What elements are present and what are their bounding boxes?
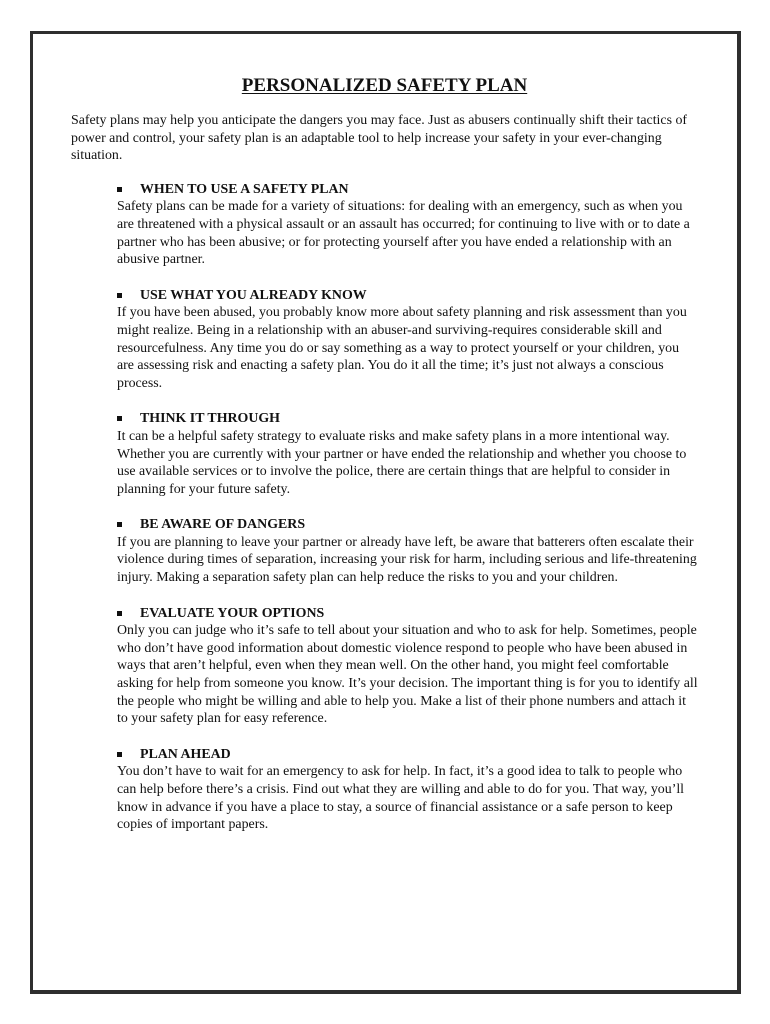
section-body: Safety plans can be made for a variety of situations: for dealing with an emergency, such as when you are threatened with a physical assault or an assault has occurred; for continuing to live with or to date a partner who has been abusive; or for protecting yourself after you have ended a relationship with an abusive partner. [117, 199, 690, 268]
section-body: You don’t have to wait for an emergency to ask for help. In fact, it’s a good idea to talk to people who can help before there’s a crisis. Find out what they are willing and able to do for you. That way, you’ll know in advance if you have a place to stay, a source of financial assistance or a safe person to keep copies of important papers. [117, 764, 685, 833]
section-heading-text: BE AWARE OF DANGERS [140, 517, 306, 533]
section-heading-text: THINK IT THROUGH [140, 411, 280, 427]
square-bullet-icon [117, 416, 122, 421]
square-bullet-icon [117, 293, 122, 298]
section-body: It can be a helpful safety strategy to evaluate risks and make safety plans in a more intentional way. Whether you are currently with your partner or have ended the relationship and whether you choose to use available services or to involve the police, there are certain things that are helpful to consider in planning for your future safety. [117, 428, 687, 497]
document-body [71, 74, 698, 852]
document-title: PERSONALIZED SAFETY PLAN [241, 75, 528, 96]
square-bullet-icon [117, 187, 122, 192]
section-when-to-use [71, 181, 698, 269]
section-heading-text: EVALUATE YOUR OPTIONS [140, 605, 325, 621]
section-heading [71, 410, 698, 428]
section-be-aware [71, 516, 698, 586]
square-bullet-icon [117, 752, 122, 757]
section-heading [71, 605, 698, 623]
section-heading [71, 287, 698, 305]
section-heading [71, 516, 698, 534]
section-think-it-through [71, 410, 698, 498]
section-plan-ahead [71, 746, 698, 834]
square-bullet-icon [117, 522, 122, 527]
section-heading-text: WHEN TO USE A SAFETY PLAN [140, 181, 349, 197]
section-heading-text: PLAN AHEAD [140, 746, 231, 762]
intro-paragraph: Safety plans may help you anticipate the dangers you may face. Just as abusers continually shift their tactics of power and control, your safety plan is an adaptable tool to help increase your safety in your ever-changing situation. [71, 113, 688, 164]
section-heading [71, 181, 698, 199]
square-bullet-icon [117, 611, 122, 616]
section-heading-text: USE WHAT YOU ALREADY KNOW [140, 287, 367, 303]
section-heading [71, 746, 698, 764]
section-body: If you have been abused, you probably know more about safety planning and risk assessment than you might realize. Being in a relationship with an abuser-and surviving-requires considerable skill and resourcefulness. Any time you do or say something as a way to protect yourself or your children, you are assessing risk and enacting a safety plan. You do it all the time; it’s just not always a conscious process. [117, 305, 687, 391]
section-evaluate-options [71, 605, 698, 728]
section-body: Only you can judge who it’s safe to tell about your situation and who to ask for help. Sometimes, people who don’t have good information about domestic violence respond to people who have been abused in ways that aren’t helpful, even when they mean well. On the other hand, you might feel comfortable asking for help from someone you know. It’s your decision. The important thing is for you to identify all the people who might be willing and able to help you. Make a list of their phone numbers and attach it to your safety plan for easy reference. [117, 623, 698, 727]
section-body: If you are planning to leave your partner or already have left, be aware that batterers often escalate their violence during times of separation, increasing your risk for harm, including serious and life-threatening injury. Making a separation safety plan can help reduce the risks to you and your children. [117, 534, 697, 586]
section-use-what-you-know [71, 287, 698, 393]
